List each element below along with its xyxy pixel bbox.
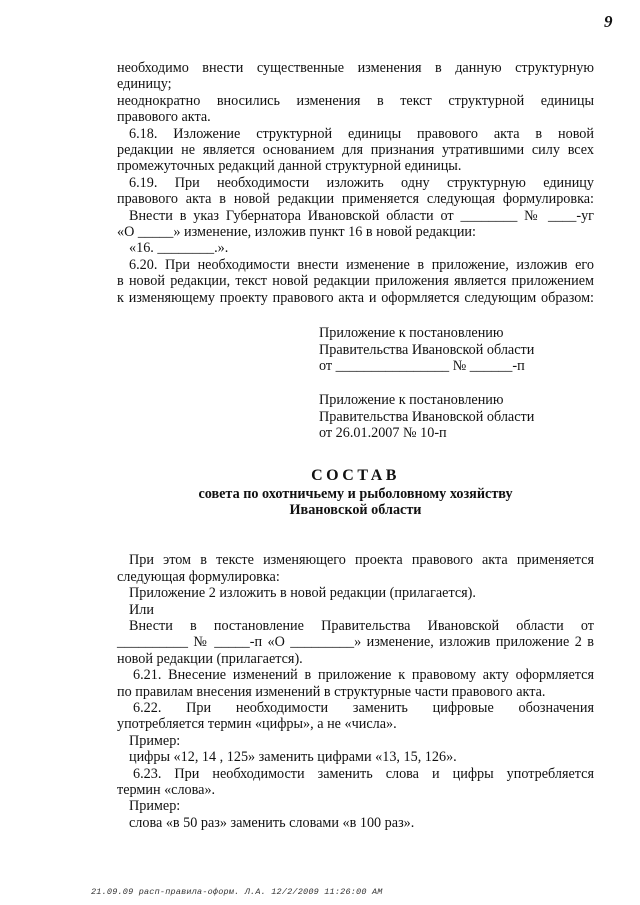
text-line: Или [129, 601, 154, 618]
document-body [117, 60, 594, 831]
text-line: к изменяющему проекту правового акта и оформляется следующим образом: [117, 289, 594, 306]
appendix-line: Приложение к постановлению [319, 392, 504, 409]
text-line: «О _____» изменение, изложив пункт 16 в новой редакции: [117, 224, 476, 241]
example-label: Пример: [129, 732, 181, 749]
composition-title: СОСТАВ [311, 466, 400, 484]
footer-stamp: 21.09.09 расп-правила-оформ. Л.А. 12/2/2009 11:26:00 AM [91, 887, 383, 897]
appendix-header-new [117, 325, 594, 374]
text-line: термин «слова». [117, 782, 216, 799]
text-line: цифры «12, 14 , 125» заменить цифрами «13, 15, 126». [129, 749, 457, 766]
appendix-line: Приложение к постановлению [319, 325, 504, 342]
text-line: новой редакции (прилагается). [117, 650, 303, 667]
text-line: неоднократно вносились изменения в текст структурной единицы [117, 92, 594, 109]
text-line: Приложение 2 изложить в новой редакции (прилагается). [129, 585, 476, 602]
clause-6-20: 6.20. При необходимости внести изменение в приложение, изложив его [129, 256, 594, 273]
text-line: Внести в указ Губернатора Ивановской области от ________ № ____-уг [129, 207, 594, 224]
text-line: промежуточных редакций данной структурной единицы. [117, 158, 462, 175]
text-line: правового акта. [117, 109, 211, 126]
text-line: правового акта в новой редакции применяется следующая формулировка: [117, 191, 594, 208]
clause-6-18: 6.18. Изложение структурной единицы правового акта в новой [129, 125, 594, 142]
appendix-line: Правительства Ивановской области [319, 341, 535, 358]
text-line: необходимо внести существенные изменения в данную структурную [117, 60, 594, 76]
appendix-line: Правительства Ивановской области [319, 408, 535, 425]
page-number: 9 [604, 12, 613, 31]
appendix-line: от ________________ № ______-п [319, 357, 525, 374]
clause-6-23: 6.23. При необходимости заменить слова и цифры употребляется [133, 765, 594, 782]
text-line: Внести в постановление Правительства Ивановской области от [129, 617, 594, 634]
composition-subtitle: совета по охотничьему и рыболовному хозяйству [198, 485, 513, 502]
text-line: __________ № _____-п «О _________» изменение, изложив приложение 2 в [117, 634, 594, 651]
appendix-line: от 26.01.2007 № 10-п [319, 425, 447, 442]
composition-subtitle: Ивановской области [289, 501, 422, 518]
text-line: следующая формулировка: [117, 568, 280, 585]
text-line: единицу; [117, 76, 172, 93]
text-line: в новой редакции, текст новой редакции приложения является приложением [117, 273, 594, 290]
appendix-header-old [117, 392, 594, 441]
example-label: Пример: [129, 798, 181, 815]
text-line: употребляется термин «цифры», а не «числа». [117, 716, 397, 733]
clause-6-22: 6.22. При необходимости заменить цифровые обозначения [133, 700, 594, 716]
text-line: слова «в 50 раз» заменить словами «в 100 раз». [129, 814, 415, 831]
clause-6-21: 6.21. Внесение изменений в приложение к правовому акту оформляется [133, 667, 594, 684]
text-line: При этом в тексте изменяющего проекта правового акта применяется [129, 552, 594, 569]
text-line: по правилам внесения изменений в структурные части правового акта. [117, 683, 546, 700]
text-line: редакции не является основанием для признания утратившими силу всех [117, 142, 594, 159]
text-line: «16. ________.». [129, 240, 229, 257]
clause-6-19: 6.19. При необходимости изложить одну структурную единицу [129, 174, 594, 191]
